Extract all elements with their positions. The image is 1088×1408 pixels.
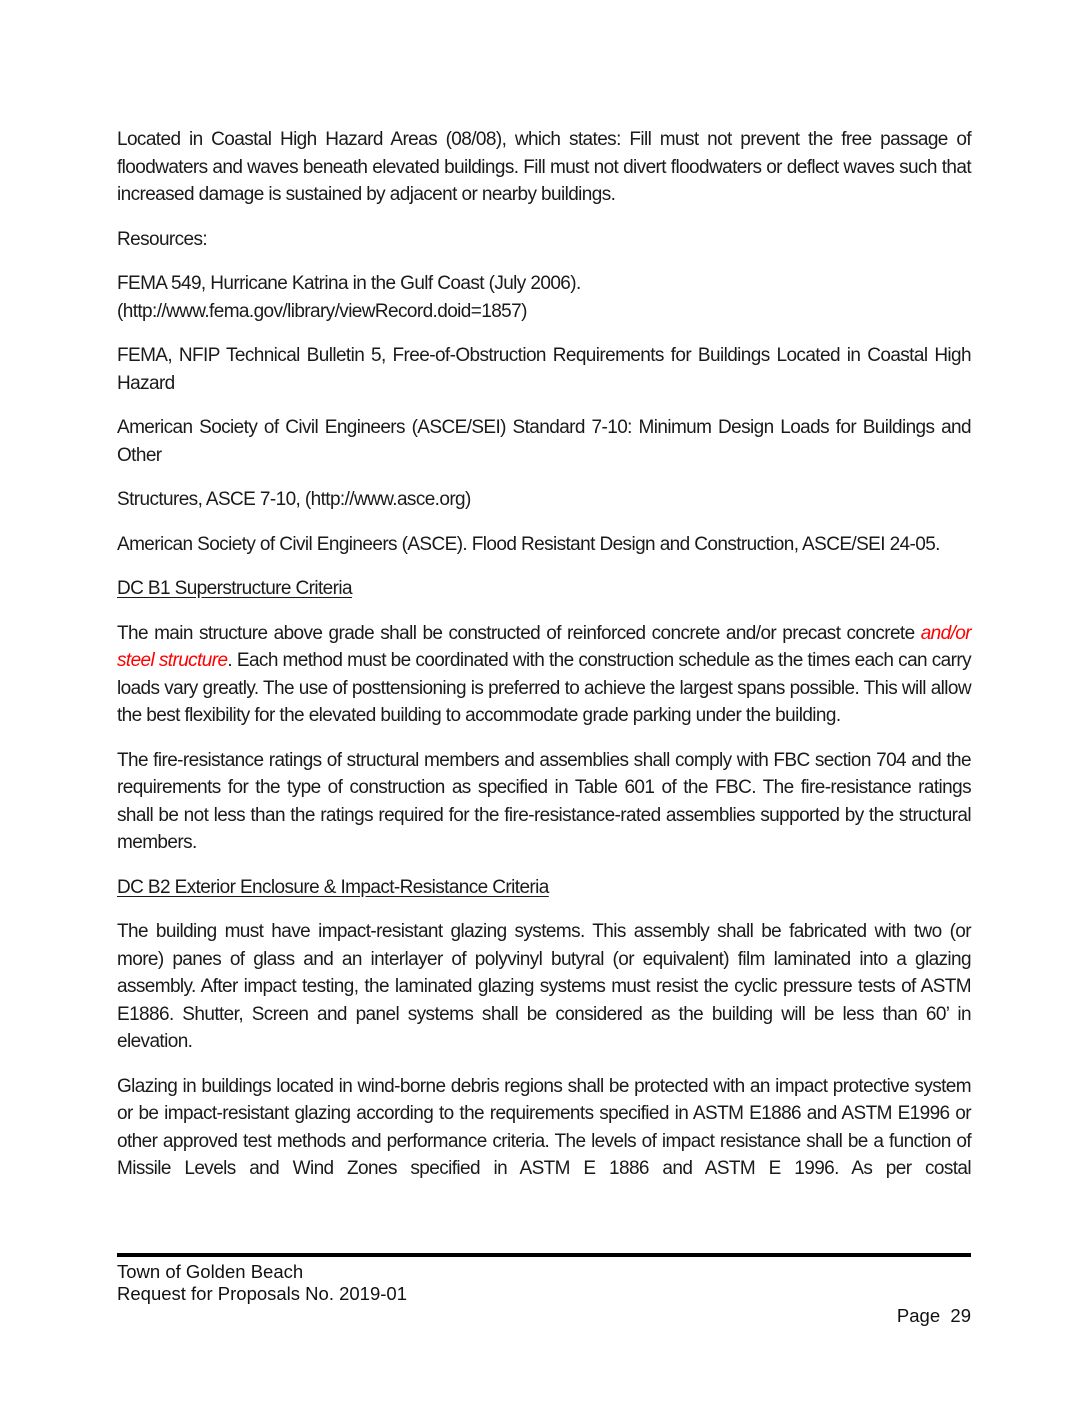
paragraph-structures-asce: Structures, ASCE 7-10, (http://www.asce.org) bbox=[117, 489, 471, 510]
paragraph-asce-flood-design: American Society of Civil Engineers (ASCE). Flood Resistant Design and Construction, ASCE/SEI 24-05. bbox=[117, 533, 940, 555]
main-structure-text-before: The main structure above grade shall be constructed of reinforced concrete and/or precast concrete bbox=[117, 622, 921, 644]
footer-organization: Town of Golden Beach bbox=[117, 1261, 304, 1282]
page-footer bbox=[117, 1253, 971, 1327]
paragraph-fire-resistance: The fire-resistance ratings of structural members and assemblies shall comply with FBC section 704 and the requirements for the type of construction as specified in Table 601 of the FBC. The fire-resistance ratings shall be not less than the ratings required for the fire-resistance-rated assemblies supported by the structural members. bbox=[117, 749, 971, 853]
heading-dc-b1-superstructure: DC B1 Superstructure Criteria bbox=[117, 578, 352, 599]
fema549-url: (http://www.fema.gov/library/viewRecord.doid=1857) bbox=[117, 300, 527, 322]
paragraph-main-structure bbox=[117, 620, 971, 730]
footer-rule bbox=[117, 1253, 971, 1257]
heading-dc-b2-exterior-enclosure: DC B2 Exterior Enclosure & Impact-Resistance Criteria bbox=[117, 876, 549, 898]
paragraph-nfip-bulletin: FEMA, NFIP Technical Bulletin 5, Free-of-Obstruction Requirements for Buildings Located in Coastal High Hazard bbox=[117, 345, 971, 394]
document-content bbox=[117, 126, 971, 1200]
paragraph-asce-standard: American Society of Civil Engineers (ASCE/SEI) Standard 7-10: Minimum Design Loads for Buildings and Other bbox=[117, 417, 971, 466]
paragraph-fema549 bbox=[117, 270, 971, 325]
resources-label: Resources: bbox=[117, 228, 208, 250]
fema549-title: FEMA 549, Hurricane Katrina in the Gulf Coast (July 2006). bbox=[117, 273, 581, 294]
paragraph-coastal-hazard: Located in Coastal High Hazard Areas (08/08), which states: Fill must not prevent the free passage of floodwaters and waves beneath elevated buildings. Fill must not divert floodwaters or deflect waves such that increased damage is sustained by adjacent or nearby buildings. bbox=[117, 129, 971, 205]
footer-page-number: Page 29 bbox=[896, 1305, 971, 1326]
paragraph-glazing-assembly: The building must have impact-resistant glazing systems. This assembly shall be fabricated with two (or more) panes of glass and an interlayer of polyvinyl butyral (or equivalent) film laminated into a glazing assembly. After impact testing, the laminated glazing systems must resist the cyclic pressure tests of ASTM E1886. Shutter, Screen and panel systems shall be considered as the building will be less than 60’ in elevation. bbox=[117, 921, 971, 1052]
main-structure-text-after: . Each method must be coordinated with the construction schedule as the times each can carry loads vary greatly. The use of posttensioning is preferred to achieve the largest spans possible. This will allow the best flexibility for the elevated building to accommodate grade parking under the building. bbox=[117, 650, 971, 726]
paragraph-glazing-debris: Glazing in buildings located in wind-borne debris regions shall be protected with an impact protective system or be impact-resistant glazing according to the requirements specified in ASTM E1886 and ASTM E1996 or other approved test methods and performance criteria. The levels of impact resistance shall be a function of Missile Levels and Wind Zones specified in ASTM E 1886 and ASTM E 1996. As per costal bbox=[117, 1075, 971, 1179]
footer-rfp-number: Request for Proposals No. 2019-01 bbox=[117, 1283, 408, 1304]
steel-structure-red-text: and/or steel structure bbox=[117, 622, 971, 671]
